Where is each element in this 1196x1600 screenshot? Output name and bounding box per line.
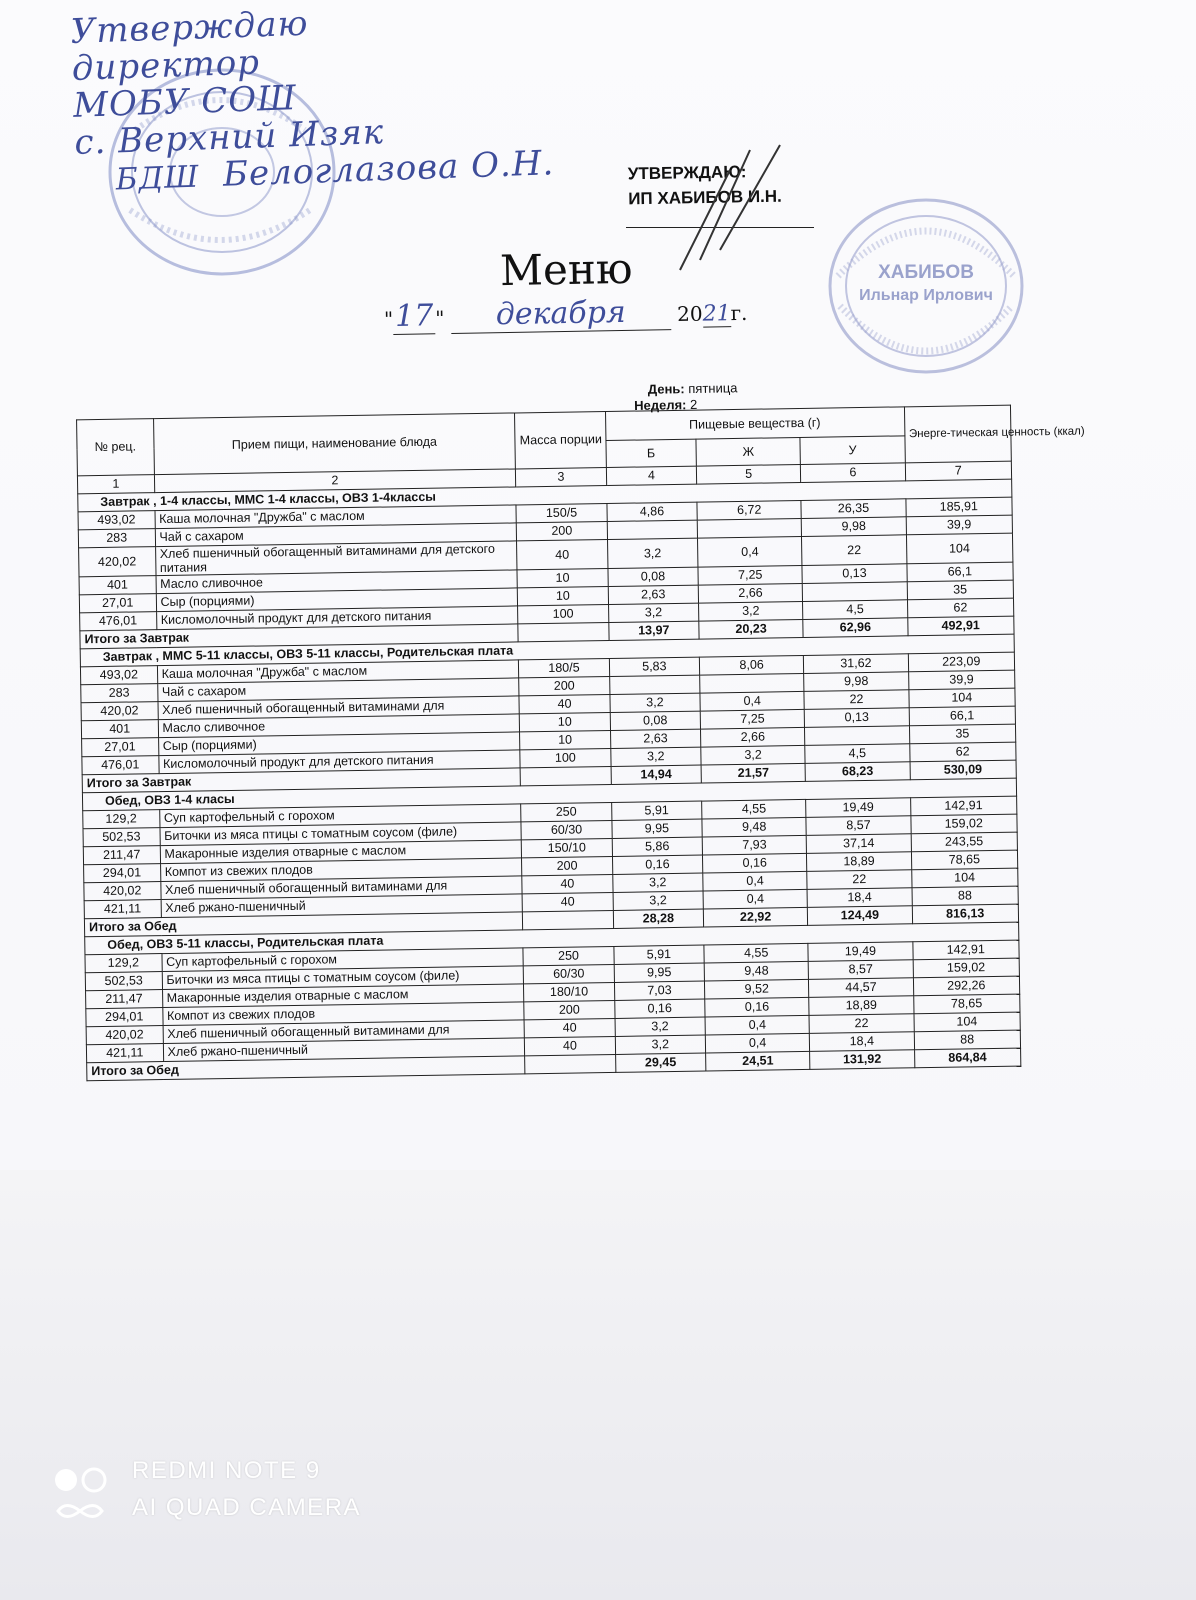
cell-rec: 211,47	[86, 990, 163, 1009]
cell-energy: 66,1	[909, 706, 1016, 726]
cell-rec: 27,01	[79, 594, 156, 613]
cell-protein	[609, 675, 700, 694]
colnum: 7	[905, 461, 1012, 481]
cell-fat: 7,93	[702, 835, 807, 855]
cell-carbs: 9,98	[804, 672, 909, 692]
cell-energy: 104	[906, 533, 1013, 564]
cell-name: Масло сливочное	[158, 714, 520, 738]
cell-mass: 180/5	[519, 659, 610, 678]
handwritten-line: МОБУ СОШ	[72, 78, 298, 126]
cell-name: Сыр (порциями)	[156, 588, 518, 612]
cell-fat: 21,57	[701, 763, 806, 783]
cell-mass	[520, 766, 611, 785]
cell-protein: 9,95	[614, 963, 705, 982]
stamp-name: Ильнар Ирлович	[859, 287, 993, 304]
col-mass: Масса порции	[515, 412, 606, 469]
cell-name: Макаронные изделия отварные с маслом	[160, 840, 522, 864]
cell-rec: 420,02	[81, 702, 158, 721]
cell-energy: 39,9	[908, 670, 1015, 690]
cell-rec: 421,11	[84, 900, 161, 919]
cell-rec: 420,02	[86, 1026, 163, 1045]
cell-protein: 7,03	[614, 981, 705, 1000]
cell-energy: 142,91	[910, 796, 1017, 816]
approval-title: УТВЕРЖДАЮ:	[627, 162, 747, 184]
handwritten-line: Утверждаю	[69, 3, 310, 52]
cell-energy: 159,02	[913, 958, 1020, 978]
cell-fat: 0,4	[700, 691, 805, 711]
cell-mass: 40	[517, 540, 608, 570]
cell-fat: 2,66	[701, 727, 806, 747]
cell-carbs: 124,49	[808, 906, 913, 926]
watermark-line: AI QUAD CAMERA	[132, 1494, 362, 1521]
cell-energy: 185,91	[905, 497, 1012, 517]
cell-name: Макаронные изделия отварные с маслом	[162, 984, 524, 1008]
cell-energy: 492,91	[907, 616, 1014, 636]
cell-mass	[518, 623, 609, 642]
approval-signer: ИП ХАБИБОВ И.Н.	[628, 186, 782, 209]
cell-fat: 7,25	[700, 709, 805, 729]
section-title: Обед, ОВЗ 5-11 классы, Родительская плата	[85, 922, 1019, 955]
section-title: Обед, ОВЗ 1-4 класы	[82, 778, 1016, 811]
camera-watermark	[132, 1452, 361, 1526]
colnum: 1	[77, 475, 154, 494]
cell-name: Хлеб ржано-пшеничный	[161, 894, 523, 918]
colnum: 6	[801, 463, 906, 483]
cell-mass: 150/5	[516, 504, 607, 523]
cell-energy: 66,1	[906, 562, 1013, 582]
cell-fat: 3,2	[699, 601, 804, 621]
cell-protein: 3,2	[615, 1035, 706, 1054]
cell-mass: 100	[520, 748, 611, 767]
cell-protein: 3,2	[613, 891, 704, 910]
cell-carbs: 37,14	[806, 834, 911, 854]
cell-carbs: 22	[802, 535, 907, 566]
cell-protein: 5,91	[611, 801, 702, 820]
cell-carbs: 22	[807, 870, 912, 890]
cell-rec: 502,53	[85, 972, 162, 991]
cell-name: Компот из свежих плодов	[162, 1002, 524, 1026]
cell-rec: 211,47	[83, 846, 160, 865]
cell-fat: 0,4	[703, 889, 808, 909]
menu-date: "17" декабря 2021г.	[383, 294, 748, 334]
cell-carbs: 68,23	[805, 762, 910, 782]
cell-mass	[523, 910, 614, 929]
cell-carbs: 0,13	[802, 564, 907, 584]
date-year: 21	[702, 301, 731, 327]
cell-protein	[607, 520, 698, 539]
cell-name: Биточки из мяса птицы с томатным соусом (филе)	[160, 822, 522, 846]
cell-carbs: 18,89	[807, 852, 912, 872]
cell-protein: 0,08	[610, 711, 701, 730]
cell-energy: 292,26	[913, 976, 1020, 996]
cell-name: Суп картофельный с горохом	[159, 804, 521, 828]
date-month: декабря	[495, 294, 627, 333]
menu-table-wrap	[76, 405, 1085, 1082]
total-label: Итого за Завтрак	[80, 624, 518, 649]
cell-mass: 40	[525, 1036, 616, 1055]
cell-name: Компот из свежих плодов	[160, 858, 522, 882]
menu-body	[78, 479, 1021, 1081]
cell-energy: 530,09	[910, 760, 1017, 780]
cell-fat: 4,55	[704, 943, 809, 963]
col-carbs: У	[800, 436, 905, 465]
cell-carbs: 22	[804, 690, 909, 710]
cell-protein: 9,95	[612, 819, 703, 838]
cell-energy: 78,65	[913, 994, 1020, 1014]
cell-protein: 0,16	[612, 855, 703, 874]
cell-energy: 62	[909, 742, 1016, 762]
cell-fat: 8,06	[699, 655, 804, 675]
cell-protein: 3,2	[615, 1017, 706, 1036]
cell-mass: 10	[519, 712, 610, 731]
cell-name: Хлеб пшеничный обогащенный витаминами для	[158, 696, 520, 720]
cell-rec: 420,02	[84, 882, 161, 901]
paper-background	[0, 1170, 1196, 1600]
cell-fat: 20,23	[699, 619, 804, 639]
cell-protein: 3,2	[608, 603, 699, 622]
cell-fat: 0,16	[705, 997, 810, 1017]
cell-energy: 62	[907, 598, 1014, 618]
col-fat: Ж	[696, 437, 801, 466]
cell-energy: 35	[907, 580, 1014, 600]
cell-carbs: 19,49	[806, 798, 911, 818]
cell-fat: 0,4	[705, 1033, 810, 1053]
cell-rec: 493,02	[80, 666, 157, 685]
cell-rec: 421,11	[86, 1044, 163, 1063]
date-day: 17	[394, 298, 434, 334]
day-info: День: пятница Неделя: 2	[634, 380, 738, 414]
cell-carbs: 22	[809, 1014, 914, 1034]
cell-protein: 13,97	[608, 621, 699, 640]
camera-logo-icon	[52, 1466, 108, 1526]
cell-energy: 39,9	[906, 515, 1013, 535]
cell-fat: 9,48	[702, 817, 807, 837]
cell-fat: 24,51	[706, 1051, 811, 1071]
cell-protein: 2,63	[608, 585, 699, 604]
cell-carbs: 8,57	[808, 960, 913, 980]
cell-energy: 104	[911, 868, 1018, 888]
cell-rec: 502,53	[83, 828, 160, 847]
section-title: Завтрак , ММС 5-11 классы, ОВЗ 5-11 классы, Родительская плата	[80, 634, 1014, 667]
cell-mass: 200	[516, 522, 607, 541]
signature	[660, 140, 820, 280]
cell-carbs: 31,62	[804, 654, 909, 674]
section-title: Завтрак , 1-4 классы, ММС 1-4 классы, ОВЗ 1-4классы	[78, 479, 1012, 512]
col-rec: № рец.	[77, 419, 154, 476]
cell-name: Хлеб пшеничный обогащенный витаминами для детского питания	[155, 541, 517, 576]
cell-rec: 476,01	[82, 756, 159, 775]
cell-energy: 104	[914, 1012, 1021, 1032]
cell-name: Кисломолочный продукт для детского питания	[156, 606, 518, 630]
cell-energy: 816,13	[912, 904, 1019, 924]
cell-fat: 4,55	[702, 799, 807, 819]
cell-protein: 29,45	[615, 1053, 706, 1072]
cell-name: Чай с сахаром	[155, 523, 517, 547]
cell-fat: 9,52	[705, 979, 810, 999]
cell-carbs: 18,4	[810, 1032, 915, 1052]
cell-name: Кисломолочный продукт для детского питания	[158, 750, 520, 774]
cell-mass: 40	[519, 694, 610, 713]
cell-mass	[525, 1054, 616, 1073]
cell-fat: 9,48	[704, 961, 809, 981]
cell-rec: 129,2	[85, 954, 162, 973]
cell-carbs: 131,92	[810, 1050, 915, 1070]
cell-protein: 0,16	[614, 999, 705, 1018]
col-name: Прием пищи, наименование блюда	[153, 413, 516, 475]
cell-name: Каша молочная "Дружба" с маслом	[157, 660, 519, 684]
colnum: 5	[696, 464, 801, 484]
cell-energy: 35	[909, 724, 1016, 744]
cell-rec: 493,02	[78, 511, 155, 530]
colnum: 4	[606, 466, 697, 485]
cell-carbs: 8,57	[806, 816, 911, 836]
cell-fat: 0,16	[703, 853, 808, 873]
cell-name: Хлеб ржано-пшеничный	[163, 1038, 525, 1062]
cell-energy: 243,55	[911, 832, 1018, 852]
cell-rec: 294,01	[84, 864, 161, 883]
cell-energy: 78,65	[911, 850, 1018, 870]
cell-rec: 476,01	[80, 612, 157, 631]
cell-rec: 420,02	[79, 547, 156, 577]
cell-name: Масло сливочное	[156, 570, 518, 594]
cell-protein: 3,2	[607, 538, 698, 568]
cell-protein: 3,2	[610, 693, 701, 712]
cell-protein: 2,63	[610, 729, 701, 748]
cell-rec: 283	[78, 529, 155, 548]
col-energy: Энерге-тическая ценность (ккал)	[904, 405, 1011, 463]
cell-carbs: 18,4	[807, 888, 912, 908]
cell-rec: 294,01	[86, 1008, 163, 1027]
cell-mass: 60/30	[521, 820, 612, 839]
cell-energy: 159,02	[910, 814, 1017, 834]
cell-fat: 22,92	[703, 907, 808, 927]
cell-mass: 100	[518, 605, 609, 624]
handwritten-line: с. Верхний Изяк	[73, 112, 385, 163]
cell-mass: 150/10	[521, 838, 612, 857]
cell-rec: 129,2	[83, 810, 160, 829]
cell-rec: 401	[79, 576, 156, 595]
cell-carbs: 4,5	[805, 744, 910, 764]
total-label: Итого за Обед	[87, 1056, 525, 1081]
cell-fat: 0,4	[703, 871, 808, 891]
cell-name: Биточки из мяса птицы с томатным соусом (филе)	[162, 966, 524, 990]
cell-name: Чай с сахаром	[157, 678, 519, 702]
cell-mass: 250	[523, 946, 614, 965]
col-protein: Б	[606, 439, 697, 467]
handwritten-approval	[70, 0, 555, 200]
watermark-line: REDMI NOTE 9	[132, 1457, 321, 1484]
page-title: Меню	[499, 243, 633, 296]
cell-protein: 3,2	[610, 747, 701, 766]
cell-name: Хлеб пшеничный обогащенный витаминами для	[160, 876, 522, 900]
cell-carbs: 4,5	[803, 600, 908, 620]
cell-fat: 0,4	[698, 536, 803, 567]
colnum: 2	[154, 469, 516, 493]
cell-rec: 283	[81, 684, 158, 703]
cell-fat	[697, 518, 802, 538]
ip-stamp	[826, 196, 1026, 376]
cell-carbs: 26,35	[801, 499, 906, 519]
cell-mass: 250	[521, 802, 612, 821]
handwritten-line: директор	[71, 42, 261, 89]
cell-fat: 0,4	[705, 1015, 810, 1035]
cell-name: Суп картофельный с горохом	[162, 948, 524, 972]
cell-energy: 88	[912, 886, 1019, 906]
cell-protein: 4,86	[607, 502, 698, 521]
cell-mass: 40	[522, 892, 613, 911]
cell-energy: 223,09	[908, 652, 1015, 672]
cell-mass: 200	[524, 1000, 615, 1019]
cell-mass: 10	[518, 587, 609, 606]
cell-mass: 200	[519, 676, 610, 695]
cell-mass: 180/10	[524, 982, 615, 1001]
cell-name: Хлеб пшеничный обогащенный витаминами для	[163, 1020, 525, 1044]
cell-mass: 10	[517, 569, 608, 588]
cell-fat	[700, 673, 805, 693]
cell-carbs: 9,98	[802, 517, 907, 537]
cell-energy: 88	[914, 1030, 1021, 1050]
cell-carbs: 44,57	[809, 978, 914, 998]
cell-fat: 3,2	[701, 745, 806, 765]
cell-rec: 27,01	[82, 738, 159, 757]
cell-protein: 28,28	[613, 909, 704, 928]
cell-energy: 104	[908, 688, 1015, 708]
cell-rec: 401	[81, 720, 158, 739]
cell-carbs	[803, 582, 908, 602]
stamp-name: ХАБИБОВ	[878, 262, 974, 283]
cell-mass: 200	[522, 856, 613, 875]
cell-carbs: 18,89	[809, 996, 914, 1016]
total-label: Итого за Завтрак	[82, 768, 520, 793]
cell-protein: 5,91	[614, 945, 705, 964]
cell-protein: 0,08	[608, 567, 699, 586]
cell-protein: 3,2	[612, 873, 703, 892]
cell-mass: 40	[524, 1018, 615, 1037]
col-nutrients: Пищевые вещества (г)	[605, 407, 904, 441]
cell-protein: 5,86	[612, 837, 703, 856]
cell-mass: 10	[520, 730, 611, 749]
cell-mass: 60/30	[523, 964, 614, 983]
cell-carbs: 19,49	[808, 942, 913, 962]
cell-carbs	[805, 726, 910, 746]
cell-name: Каша молочная "Дружба" с маслом	[155, 505, 517, 529]
cell-name: Сыр (порциями)	[158, 732, 520, 756]
cell-fat: 7,25	[698, 565, 803, 585]
cell-energy: 864,84	[914, 1048, 1021, 1068]
cell-mass: 40	[522, 874, 613, 893]
menu-table	[76, 405, 1085, 1082]
cell-fat: 2,66	[698, 583, 803, 603]
cell-fat: 6,72	[697, 500, 802, 520]
colnum: 3	[516, 468, 607, 487]
handwritten-line: БДШ Белоглазова О.Н.	[115, 143, 555, 198]
cell-energy: 142,91	[912, 940, 1019, 960]
cell-carbs: 62,96	[803, 618, 908, 638]
cell-carbs: 0,13	[805, 708, 910, 728]
cell-protein: 5,83	[609, 657, 700, 676]
cell-protein: 14,94	[611, 765, 702, 784]
total-label: Итого за Обед	[84, 912, 522, 937]
